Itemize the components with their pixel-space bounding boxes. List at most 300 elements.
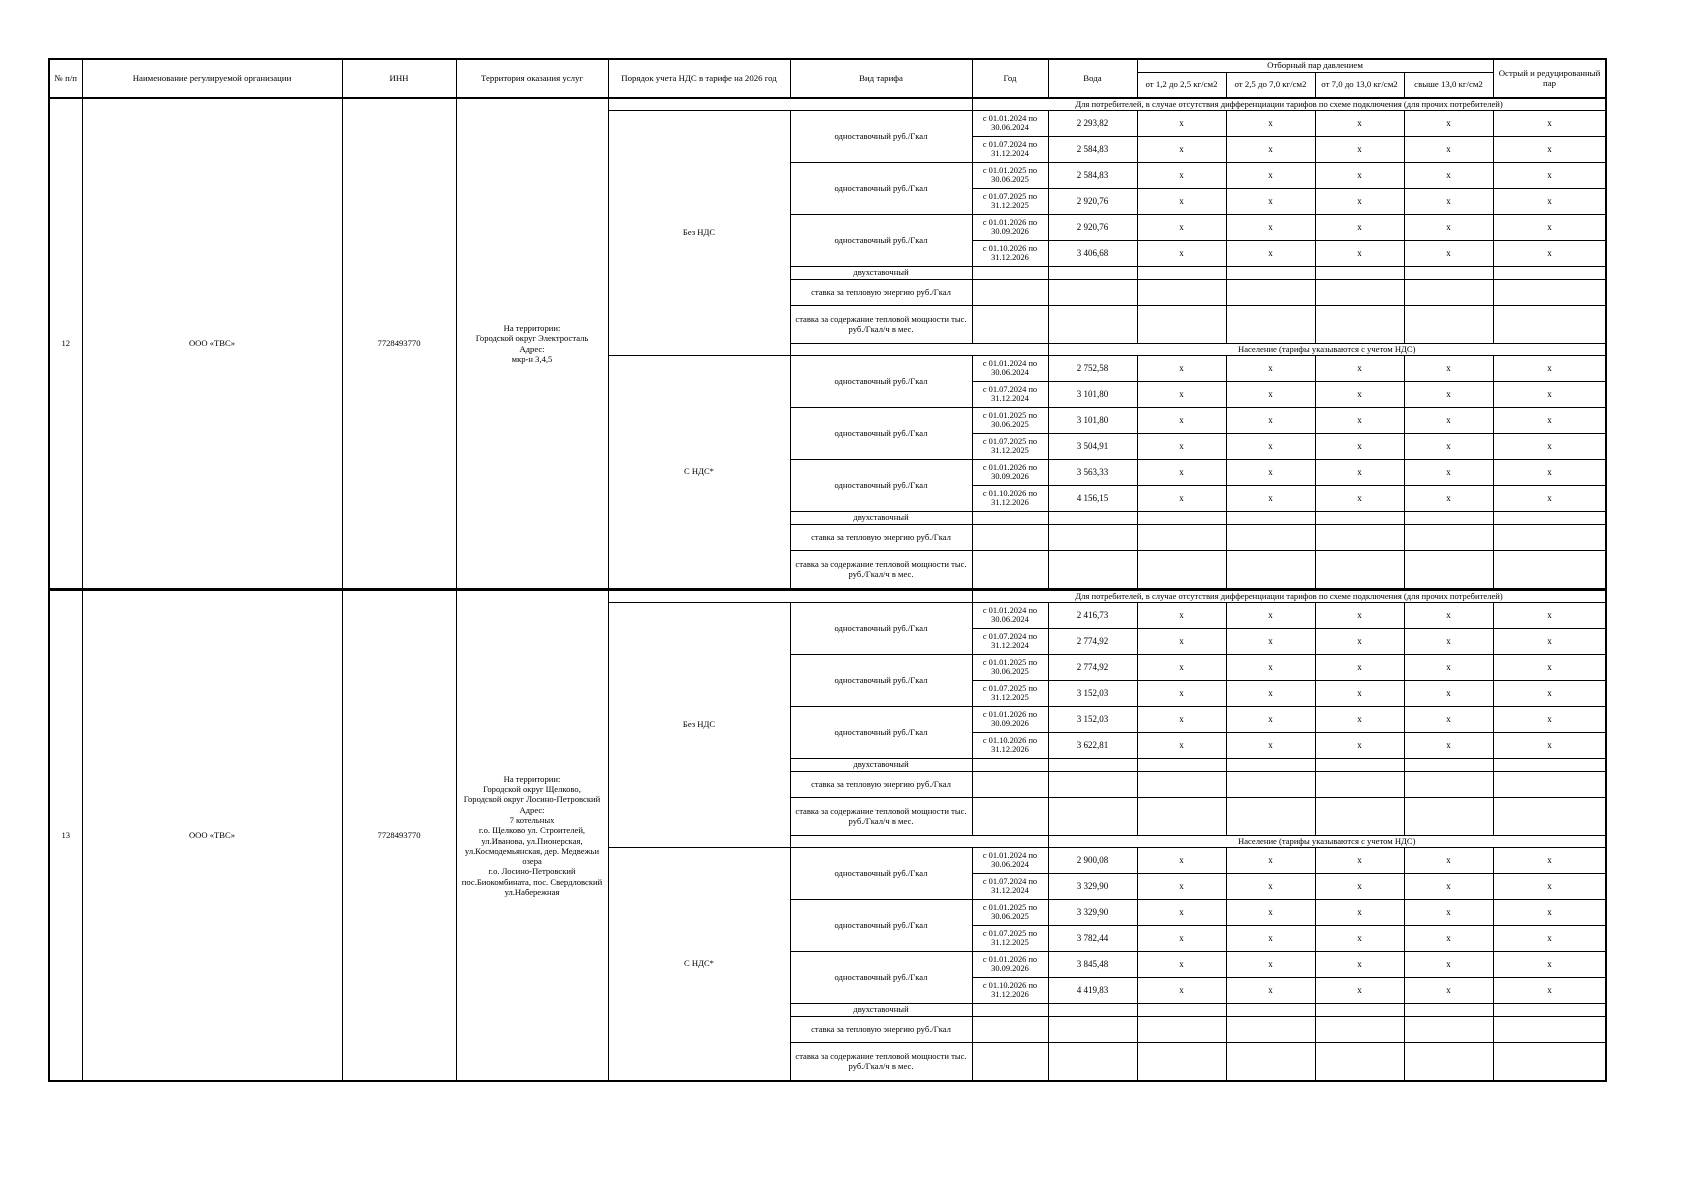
water-value: 3 101,80 bbox=[1048, 408, 1137, 434]
tariff-type-two-rate: двухставочный bbox=[790, 267, 972, 280]
empty-cell bbox=[1315, 1043, 1404, 1082]
not-applicable-mark: x bbox=[1315, 241, 1404, 267]
empty-cell bbox=[1493, 1017, 1606, 1043]
empty-cell bbox=[1404, 512, 1493, 525]
not-applicable-mark: x bbox=[1493, 926, 1606, 952]
empty-cell bbox=[1404, 1043, 1493, 1082]
period: с 01.07.2024 по 31.12.2024 bbox=[972, 382, 1048, 408]
empty-cell bbox=[1404, 1017, 1493, 1043]
not-applicable-mark: x bbox=[1137, 978, 1226, 1004]
empty-cell bbox=[1048, 772, 1137, 798]
not-applicable-mark: x bbox=[1226, 408, 1315, 434]
empty-cell bbox=[972, 551, 1048, 590]
empty-cell bbox=[1493, 525, 1606, 551]
not-applicable-mark: x bbox=[1137, 874, 1226, 900]
empty-cell bbox=[1226, 1004, 1315, 1017]
period: с 01.01.2025 по 30.06.2025 bbox=[972, 408, 1048, 434]
period: с 01.07.2025 по 31.12.2025 bbox=[972, 926, 1048, 952]
period: с 01.07.2025 по 31.12.2025 bbox=[972, 434, 1048, 460]
not-applicable-mark: x bbox=[1137, 848, 1226, 874]
not-applicable-mark: x bbox=[1226, 163, 1315, 189]
tariff-type-one-rate: одноставочный руб./Гкал bbox=[790, 408, 972, 460]
not-applicable-mark: x bbox=[1315, 603, 1404, 629]
rate-heat-capacity: ставка за содержание тепловой мощности тыс. руб./Гкал/ч в мес. bbox=[790, 798, 972, 836]
not-applicable-mark: x bbox=[1315, 848, 1404, 874]
empty-cell bbox=[1226, 280, 1315, 306]
row-number: 13 bbox=[49, 590, 82, 1082]
empty-cell bbox=[1048, 759, 1137, 772]
empty-cell bbox=[1315, 280, 1404, 306]
table-header bbox=[49, 59, 1606, 98]
not-applicable-mark: x bbox=[1315, 900, 1404, 926]
not-applicable-mark: x bbox=[1493, 189, 1606, 215]
territory-description: На территории: Городской округ Электросталь Адрес: мкр-н 3,4,5 bbox=[456, 98, 608, 590]
rate-heat-capacity: ставка за содержание тепловой мощности тыс. руб./Гкал/ч в мес. bbox=[790, 1043, 972, 1082]
not-applicable-mark: x bbox=[1404, 733, 1493, 759]
not-applicable-mark: x bbox=[1493, 874, 1606, 900]
empty-cell bbox=[1315, 1017, 1404, 1043]
not-applicable-mark: x bbox=[1137, 241, 1226, 267]
rate-heat-capacity: ставка за содержание тепловой мощности тыс. руб./Гкал/ч в мес. bbox=[790, 551, 972, 590]
empty-cell bbox=[1137, 759, 1226, 772]
not-applicable-mark: x bbox=[1137, 486, 1226, 512]
not-applicable-mark: x bbox=[1315, 163, 1404, 189]
period: с 01.01.2024 по 30.06.2024 bbox=[972, 848, 1048, 874]
not-applicable-mark: x bbox=[1226, 215, 1315, 241]
water-value: 2 774,92 bbox=[1048, 629, 1137, 655]
empty-cell bbox=[1048, 1043, 1137, 1082]
period: с 01.01.2026 по 30.09.2026 bbox=[972, 460, 1048, 486]
not-applicable-mark: x bbox=[1493, 978, 1606, 1004]
empty-cell bbox=[1226, 759, 1315, 772]
empty-cell bbox=[972, 759, 1048, 772]
not-applicable-mark: x bbox=[1315, 681, 1404, 707]
not-applicable-mark: x bbox=[1404, 434, 1493, 460]
period: с 01.07.2025 по 31.12.2025 bbox=[972, 681, 1048, 707]
not-applicable-mark: x bbox=[1315, 460, 1404, 486]
period: с 01.07.2024 по 31.12.2024 bbox=[972, 137, 1048, 163]
rate-heat-energy: ставка за тепловую энергию руб./Гкал bbox=[790, 280, 972, 306]
not-applicable-mark: x bbox=[1493, 215, 1606, 241]
period: с 01.01.2026 по 30.09.2026 bbox=[972, 215, 1048, 241]
header-steam-group: Отборный пар давлением bbox=[1137, 59, 1493, 73]
empty-cell bbox=[1315, 798, 1404, 836]
not-applicable-mark: x bbox=[1404, 356, 1493, 382]
not-applicable-mark: x bbox=[1137, 408, 1226, 434]
inn-value: 7728493770 bbox=[342, 590, 456, 1082]
not-applicable-mark: x bbox=[1493, 733, 1606, 759]
water-value: 3 152,03 bbox=[1048, 707, 1137, 733]
table-row bbox=[49, 98, 1606, 111]
not-applicable-mark: x bbox=[1315, 434, 1404, 460]
empty-cell bbox=[1493, 551, 1606, 590]
empty-cell bbox=[1226, 306, 1315, 344]
not-applicable-mark: x bbox=[1315, 926, 1404, 952]
water-value: 3 563,33 bbox=[1048, 460, 1137, 486]
not-applicable-mark: x bbox=[1315, 486, 1404, 512]
header-year: Год bbox=[972, 59, 1048, 98]
period: с 01.01.2024 по 30.06.2024 bbox=[972, 111, 1048, 137]
tariff-type-one-rate: одноставочный руб./Гкал bbox=[790, 900, 972, 952]
tariff-type-one-rate: одноставочный руб./Гкал bbox=[790, 848, 972, 900]
not-applicable-mark: x bbox=[1404, 629, 1493, 655]
not-applicable-mark: x bbox=[1226, 952, 1315, 978]
not-applicable-mark: x bbox=[1226, 681, 1315, 707]
organization-name: ООО «ТВС» bbox=[82, 590, 342, 1082]
water-value: 2 293,82 bbox=[1048, 111, 1137, 137]
tariff-type-two-rate: двухставочный bbox=[790, 759, 972, 772]
not-applicable-mark: x bbox=[1404, 952, 1493, 978]
not-applicable-mark: x bbox=[1137, 926, 1226, 952]
water-value: 3 152,03 bbox=[1048, 681, 1137, 707]
not-applicable-mark: x bbox=[1404, 926, 1493, 952]
header-inn: ИНН bbox=[342, 59, 456, 98]
period: с 01.01.2024 по 30.06.2024 bbox=[972, 356, 1048, 382]
empty-cell bbox=[1226, 772, 1315, 798]
row-number: 12 bbox=[49, 98, 82, 590]
not-applicable-mark: x bbox=[1404, 189, 1493, 215]
not-applicable-mark: x bbox=[1226, 900, 1315, 926]
tariff-type-one-rate: одноставочный руб./Гкал bbox=[790, 111, 972, 163]
empty-cell bbox=[1404, 525, 1493, 551]
not-applicable-mark: x bbox=[1493, 241, 1606, 267]
not-applicable-mark: x bbox=[1315, 215, 1404, 241]
empty-cell bbox=[1493, 1043, 1606, 1082]
empty-cell bbox=[1493, 512, 1606, 525]
not-applicable-mark: x bbox=[1137, 434, 1226, 460]
period: с 01.01.2026 по 30.09.2026 bbox=[972, 707, 1048, 733]
water-value: 3 406,68 bbox=[1048, 241, 1137, 267]
period: с 01.10.2026 по 31.12.2026 bbox=[972, 486, 1048, 512]
not-applicable-mark: x bbox=[1493, 486, 1606, 512]
not-applicable-mark: x bbox=[1226, 733, 1315, 759]
empty-cell bbox=[1493, 306, 1606, 344]
not-applicable-mark: x bbox=[1404, 460, 1493, 486]
not-applicable-mark: x bbox=[1493, 629, 1606, 655]
header-territory: Территория оказания услуг bbox=[456, 59, 608, 98]
not-applicable-mark: x bbox=[1226, 655, 1315, 681]
water-value: 3 504,91 bbox=[1048, 434, 1137, 460]
tariff-type-one-rate: одноставочный руб./Гкал bbox=[790, 163, 972, 215]
empty-cell bbox=[1226, 798, 1315, 836]
vat-order: С НДС* bbox=[608, 356, 790, 590]
empty-cell bbox=[1048, 1004, 1137, 1017]
empty-cell bbox=[1404, 759, 1493, 772]
tariff-type-one-rate: одноставочный руб./Гкал bbox=[790, 603, 972, 655]
not-applicable-mark: x bbox=[1315, 356, 1404, 382]
empty-cell bbox=[972, 798, 1048, 836]
not-applicable-mark: x bbox=[1226, 874, 1315, 900]
period: с 01.01.2025 по 30.06.2025 bbox=[972, 655, 1048, 681]
not-applicable-mark: x bbox=[1137, 629, 1226, 655]
empty-cell bbox=[1315, 759, 1404, 772]
not-applicable-mark: x bbox=[1493, 434, 1606, 460]
not-applicable-mark: x bbox=[1404, 111, 1493, 137]
not-applicable-mark: x bbox=[1137, 111, 1226, 137]
header-vat-order: Порядок учета НДС в тарифе на 2026 год bbox=[608, 59, 790, 98]
water-value: 3 622,81 bbox=[1048, 733, 1137, 759]
empty-cell bbox=[1493, 798, 1606, 836]
not-applicable-mark: x bbox=[1226, 382, 1315, 408]
not-applicable-mark: x bbox=[1404, 978, 1493, 1004]
rate-heat-energy: ставка за тепловую энергию руб./Гкал bbox=[790, 772, 972, 798]
not-applicable-mark: x bbox=[1137, 681, 1226, 707]
empty-cell bbox=[1137, 525, 1226, 551]
not-applicable-mark: x bbox=[1315, 707, 1404, 733]
not-applicable-mark: x bbox=[1226, 629, 1315, 655]
header-num: № п/п bbox=[49, 59, 82, 98]
empty-cell bbox=[972, 772, 1048, 798]
not-applicable-mark: x bbox=[1315, 874, 1404, 900]
period: с 01.01.2025 по 30.06.2025 bbox=[972, 163, 1048, 189]
section-spacer bbox=[790, 344, 1048, 356]
vat-order: Без НДС bbox=[608, 111, 790, 356]
header-steam-2: от 2,5 до 7,0 кг/см2 bbox=[1226, 73, 1315, 99]
header-org: Наименование регулируемой организации bbox=[82, 59, 342, 98]
period: с 01.10.2026 по 31.12.2026 bbox=[972, 733, 1048, 759]
empty-cell bbox=[1137, 1043, 1226, 1082]
empty-cell bbox=[1315, 1004, 1404, 1017]
water-value: 4 419,83 bbox=[1048, 978, 1137, 1004]
water-value: 3 329,90 bbox=[1048, 874, 1137, 900]
empty-cell bbox=[1404, 551, 1493, 590]
not-applicable-mark: x bbox=[1404, 241, 1493, 267]
not-applicable-mark: x bbox=[1404, 681, 1493, 707]
tariff-type-one-rate: одноставочный руб./Гкал bbox=[790, 655, 972, 707]
water-value: 3 329,90 bbox=[1048, 900, 1137, 926]
not-applicable-mark: x bbox=[1137, 382, 1226, 408]
empty-cell bbox=[1315, 772, 1404, 798]
not-applicable-mark: x bbox=[1137, 707, 1226, 733]
section-spacer bbox=[608, 590, 972, 603]
water-value: 2 920,76 bbox=[1048, 189, 1137, 215]
section-header: Население (тарифы указываются с учетом НДС) bbox=[1048, 344, 1606, 356]
water-value: 2 584,83 bbox=[1048, 163, 1137, 189]
tariff-type-one-rate: одноставочный руб./Гкал bbox=[790, 215, 972, 267]
table-row bbox=[49, 590, 1606, 603]
not-applicable-mark: x bbox=[1493, 137, 1606, 163]
not-applicable-mark: x bbox=[1493, 900, 1606, 926]
empty-cell bbox=[1137, 512, 1226, 525]
not-applicable-mark: x bbox=[1404, 874, 1493, 900]
empty-cell bbox=[1048, 1017, 1137, 1043]
empty-cell bbox=[1226, 551, 1315, 590]
section-header: Население (тарифы указываются с учетом НДС) bbox=[1048, 836, 1606, 848]
empty-cell bbox=[1226, 525, 1315, 551]
empty-cell bbox=[1315, 551, 1404, 590]
empty-cell bbox=[1315, 267, 1404, 280]
not-applicable-mark: x bbox=[1315, 733, 1404, 759]
period: с 01.01.2026 по 30.09.2026 bbox=[972, 952, 1048, 978]
empty-cell bbox=[1226, 1017, 1315, 1043]
period: с 01.10.2026 по 31.12.2026 bbox=[972, 241, 1048, 267]
empty-cell bbox=[1493, 772, 1606, 798]
not-applicable-mark: x bbox=[1493, 681, 1606, 707]
water-value: 2 752,58 bbox=[1048, 356, 1137, 382]
document-page bbox=[48, 58, 1607, 1082]
not-applicable-mark: x bbox=[1137, 356, 1226, 382]
not-applicable-mark: x bbox=[1137, 137, 1226, 163]
not-applicable-mark: x bbox=[1226, 848, 1315, 874]
period: с 01.07.2025 по 31.12.2025 bbox=[972, 189, 1048, 215]
empty-cell bbox=[1137, 306, 1226, 344]
header-sharp-steam: Острый и редуцированный пар bbox=[1493, 59, 1606, 98]
tariff-type-one-rate: одноставочный руб./Гкал bbox=[790, 952, 972, 1004]
water-value: 3 101,80 bbox=[1048, 382, 1137, 408]
not-applicable-mark: x bbox=[1404, 486, 1493, 512]
empty-cell bbox=[972, 1004, 1048, 1017]
not-applicable-mark: x bbox=[1493, 460, 1606, 486]
not-applicable-mark: x bbox=[1226, 137, 1315, 163]
not-applicable-mark: x bbox=[1493, 952, 1606, 978]
tariff-type-one-rate: одноставочный руб./Гкал bbox=[790, 707, 972, 759]
group-12 bbox=[49, 98, 1606, 590]
empty-cell bbox=[1404, 267, 1493, 280]
water-value: 3 782,44 bbox=[1048, 926, 1137, 952]
header-steam-1: от 1,2 до 2,5 кг/см2 bbox=[1137, 73, 1226, 99]
empty-cell bbox=[1226, 512, 1315, 525]
tariff-type-one-rate: одноставочный руб./Гкал bbox=[790, 460, 972, 512]
not-applicable-mark: x bbox=[1404, 848, 1493, 874]
water-value: 2 584,83 bbox=[1048, 137, 1137, 163]
not-applicable-mark: x bbox=[1226, 111, 1315, 137]
not-applicable-mark: x bbox=[1315, 189, 1404, 215]
empty-cell bbox=[1226, 1043, 1315, 1082]
empty-cell bbox=[1404, 306, 1493, 344]
not-applicable-mark: x bbox=[1137, 952, 1226, 978]
not-applicable-mark: x bbox=[1226, 707, 1315, 733]
empty-cell bbox=[1493, 267, 1606, 280]
empty-cell bbox=[1137, 1004, 1226, 1017]
header-steam-3: от 7,0 до 13,0 кг/см2 bbox=[1315, 73, 1404, 99]
empty-cell bbox=[1404, 280, 1493, 306]
organization-name: ООО «ТВС» bbox=[82, 98, 342, 590]
empty-cell bbox=[1137, 551, 1226, 590]
header-tariff-type: Вид тарифа bbox=[790, 59, 972, 98]
vat-order: С НДС* bbox=[608, 848, 790, 1082]
rate-heat-capacity: ставка за содержание тепловой мощности тыс. руб./Гкал/ч в мес. bbox=[790, 306, 972, 344]
not-applicable-mark: x bbox=[1404, 603, 1493, 629]
water-value: 4 156,15 bbox=[1048, 486, 1137, 512]
not-applicable-mark: x bbox=[1226, 603, 1315, 629]
not-applicable-mark: x bbox=[1315, 111, 1404, 137]
empty-cell bbox=[972, 512, 1048, 525]
water-value: 2 900,08 bbox=[1048, 848, 1137, 874]
empty-cell bbox=[1493, 1004, 1606, 1017]
section-header: Для потребителей, в случае отсутствия дифференциации тарифов по схеме подключения (для прочих потребителей) bbox=[972, 590, 1606, 603]
empty-cell bbox=[1404, 798, 1493, 836]
header-steam-4: свыше 13,0 кг/см2 bbox=[1404, 73, 1493, 99]
section-spacer bbox=[790, 836, 1048, 848]
not-applicable-mark: x bbox=[1493, 603, 1606, 629]
not-applicable-mark: x bbox=[1493, 848, 1606, 874]
not-applicable-mark: x bbox=[1226, 486, 1315, 512]
empty-cell bbox=[1048, 551, 1137, 590]
empty-cell bbox=[1048, 306, 1137, 344]
empty-cell bbox=[1493, 759, 1606, 772]
header-water: Вода bbox=[1048, 59, 1137, 98]
empty-cell bbox=[1137, 280, 1226, 306]
not-applicable-mark: x bbox=[1493, 382, 1606, 408]
not-applicable-mark: x bbox=[1315, 655, 1404, 681]
empty-cell bbox=[1137, 772, 1226, 798]
empty-cell bbox=[1493, 280, 1606, 306]
not-applicable-mark: x bbox=[1137, 163, 1226, 189]
not-applicable-mark: x bbox=[1226, 460, 1315, 486]
water-value: 2 920,76 bbox=[1048, 215, 1137, 241]
empty-cell bbox=[1315, 306, 1404, 344]
not-applicable-mark: x bbox=[1226, 434, 1315, 460]
not-applicable-mark: x bbox=[1404, 408, 1493, 434]
not-applicable-mark: x bbox=[1493, 356, 1606, 382]
tariff-type-one-rate: одноставочный руб./Гкал bbox=[790, 356, 972, 408]
not-applicable-mark: x bbox=[1137, 655, 1226, 681]
not-applicable-mark: x bbox=[1404, 707, 1493, 733]
not-applicable-mark: x bbox=[1404, 137, 1493, 163]
not-applicable-mark: x bbox=[1226, 189, 1315, 215]
not-applicable-mark: x bbox=[1404, 382, 1493, 408]
empty-cell bbox=[1137, 267, 1226, 280]
not-applicable-mark: x bbox=[1493, 111, 1606, 137]
tariff-type-two-rate: двухставочный bbox=[790, 1004, 972, 1017]
water-value: 3 845,48 bbox=[1048, 952, 1137, 978]
not-applicable-mark: x bbox=[1404, 215, 1493, 241]
section-spacer bbox=[608, 98, 972, 111]
empty-cell bbox=[1137, 1017, 1226, 1043]
not-applicable-mark: x bbox=[1226, 356, 1315, 382]
empty-cell bbox=[1137, 798, 1226, 836]
group-13 bbox=[49, 590, 1606, 1082]
not-applicable-mark: x bbox=[1493, 655, 1606, 681]
inn-value: 7728493770 bbox=[342, 98, 456, 590]
not-applicable-mark: x bbox=[1137, 215, 1226, 241]
vat-order: Без НДС bbox=[608, 603, 790, 848]
not-applicable-mark: x bbox=[1315, 978, 1404, 1004]
not-applicable-mark: x bbox=[1315, 629, 1404, 655]
not-applicable-mark: x bbox=[1315, 952, 1404, 978]
not-applicable-mark: x bbox=[1404, 900, 1493, 926]
tariff-table bbox=[48, 58, 1607, 1082]
empty-cell bbox=[972, 525, 1048, 551]
territory-description: На территории: Городской округ Щелково, Городской округ Лосино-Петровский Адрес: 7 котельных г.о. Щелково ул. Строителей, ул.Иванова, ул.Пионерская, ул.Космодемьянская, дер. Медвежьи озера г.о. Лосино-Петровский пос.Биокомбината, пос. Свердловский ул.Набережная bbox=[456, 590, 608, 1082]
empty-cell bbox=[1315, 512, 1404, 525]
empty-cell bbox=[1048, 280, 1137, 306]
not-applicable-mark: x bbox=[1137, 189, 1226, 215]
not-applicable-mark: x bbox=[1137, 900, 1226, 926]
period: с 01.10.2026 по 31.12.2026 bbox=[972, 978, 1048, 1004]
not-applicable-mark: x bbox=[1315, 408, 1404, 434]
empty-cell bbox=[1048, 512, 1137, 525]
empty-cell bbox=[1226, 267, 1315, 280]
not-applicable-mark: x bbox=[1226, 241, 1315, 267]
not-applicable-mark: x bbox=[1493, 408, 1606, 434]
empty-cell bbox=[972, 267, 1048, 280]
empty-cell bbox=[1404, 772, 1493, 798]
rate-heat-energy: ставка за тепловую энергию руб./Гкал bbox=[790, 525, 972, 551]
empty-cell bbox=[1048, 798, 1137, 836]
empty-cell bbox=[972, 1043, 1048, 1082]
not-applicable-mark: x bbox=[1315, 382, 1404, 408]
section-header: Для потребителей, в случае отсутствия дифференциации тарифов по схеме подключения (для прочих потребителей) bbox=[972, 98, 1606, 111]
empty-cell bbox=[972, 280, 1048, 306]
not-applicable-mark: x bbox=[1137, 460, 1226, 486]
water-value: 2 416,73 bbox=[1048, 603, 1137, 629]
water-value: 2 774,92 bbox=[1048, 655, 1137, 681]
not-applicable-mark: x bbox=[1226, 926, 1315, 952]
not-applicable-mark: x bbox=[1404, 163, 1493, 189]
not-applicable-mark: x bbox=[1315, 137, 1404, 163]
not-applicable-mark: x bbox=[1137, 733, 1226, 759]
